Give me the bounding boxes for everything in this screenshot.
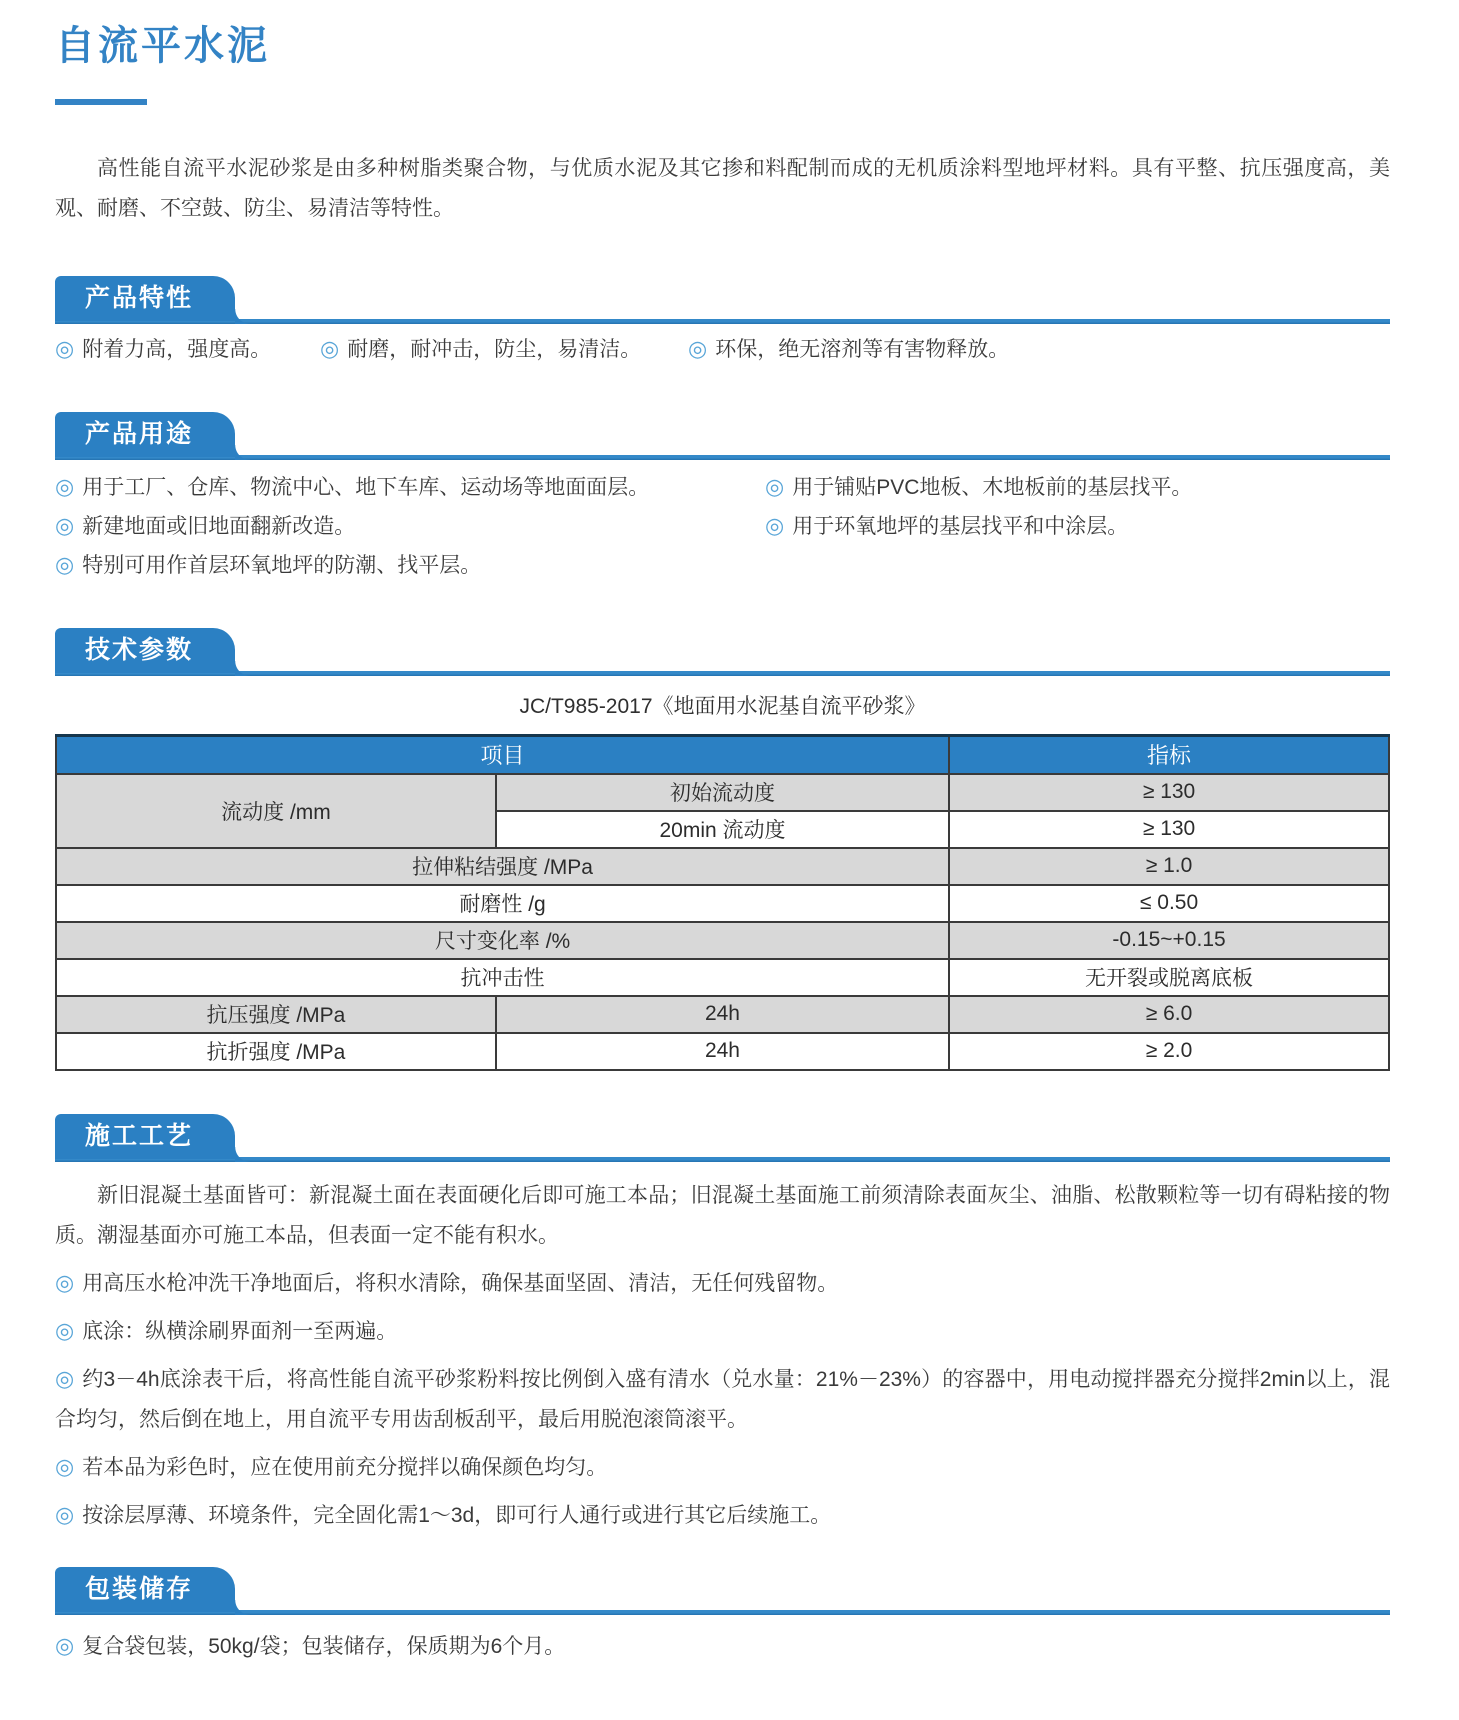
feature-text: 附着力高，强度高。 (82, 338, 272, 361)
bullet-icon: ◎ (320, 336, 340, 361)
table-cell: 初始流动度 (496, 774, 949, 811)
section-packaging-heading: 包装储存 (55, 1567, 235, 1612)
use-item (55, 513, 765, 539)
bullet-icon: ◎ (55, 1632, 75, 1658)
table-cell: 24h (496, 1033, 949, 1070)
process-item (55, 1359, 1390, 1440)
section-specs (55, 627, 1390, 1071)
process-list (55, 1263, 1390, 1536)
banner-rule (55, 671, 1390, 676)
process-text: 若本品为彩色时，应在使用前充分搅拌以确保颜色均匀。 (82, 1455, 608, 1479)
banner-rule (55, 455, 1390, 460)
table-cell: 无开裂或脱离底板 (949, 959, 1389, 996)
feature-item (320, 336, 688, 363)
use-text: 用于工厂、仓库、物流中心、地下车库、运动场等地面面层。 (82, 476, 650, 499)
intro-paragraph: 高性能自流平水泥砂浆是由多种树脂类聚合物，与优质水泥及其它掺和料配制而成的无机质涂料型地坪材料。具有平整、抗压强度高，美观、耐磨、不空鼓、防尘、易清洁等特性。 (55, 157, 1390, 220)
table-header-index: 指标 (949, 736, 1389, 774)
packaging-item (55, 1633, 1390, 1660)
section-features-heading: 产品特性 (55, 276, 235, 321)
table-header-item: 项目 (56, 736, 949, 774)
section-process-heading: 施工工艺 (55, 1114, 235, 1159)
use-text: 用于环氧地坪的基层找平和中涂层。 (792, 515, 1129, 538)
bullet-icon: ◎ (765, 474, 785, 499)
table-cell: 拉伸粘结强度 /MPa (56, 848, 949, 885)
section-specs-heading: 技术参数 (55, 628, 235, 673)
section-process-banner (55, 1113, 1390, 1162)
bullet-icon: ◎ (55, 1501, 75, 1527)
process-text: 约3－4h底涂表干后，将高性能自流平砂浆粉料按比例倒入盛有清水（兑水量：21%－23%）的容器中，用电动搅拌器充分搅拌2min以上，混合均匀，然后倒在地上，用自流平专用齿刮板刮平，最后用脱泡滚筒滚平。 (55, 1367, 1390, 1431)
table-cell: ≤ 0.50 (949, 885, 1389, 922)
banner-rule (55, 1610, 1390, 1615)
table-cell: 抗冲击性 (56, 959, 949, 996)
bullet-icon: ◎ (55, 513, 75, 538)
table-row (56, 922, 1389, 959)
bullet-icon: ◎ (688, 336, 708, 361)
process-item (55, 1311, 1390, 1352)
bullet-icon: ◎ (55, 552, 75, 577)
uses-columns (55, 474, 1390, 591)
bullet-icon: ◎ (55, 1317, 75, 1343)
use-text: 新建地面或旧地面翻新改造。 (82, 515, 356, 538)
bullet-icon: ◎ (765, 513, 785, 538)
table-cell: ≥ 1.0 (949, 848, 1389, 885)
table-row (56, 848, 1389, 885)
table-row (56, 959, 1389, 996)
section-features (55, 275, 1390, 363)
table-cell: 耐磨性 /g (56, 885, 949, 922)
process-item (55, 1263, 1390, 1304)
packaging-text: 复合袋包装，50kg/袋；包装储存，保质期为6个月。 (82, 1634, 566, 1658)
table-cell: -0.15~+0.15 (949, 922, 1389, 959)
section-features-banner (55, 275, 1390, 324)
use-item (765, 474, 1390, 500)
title-underline (55, 99, 147, 105)
process-text: 底涂：纵横涂刷界面剂一至两遍。 (82, 1319, 398, 1343)
spec-table (55, 734, 1390, 1071)
section-uses-banner (55, 411, 1390, 460)
table-row (56, 774, 1389, 811)
uses-right-column (765, 474, 1390, 591)
table-row (56, 885, 1389, 922)
features-list (55, 336, 1390, 363)
section-packaging (55, 1566, 1390, 1660)
section-uses (55, 411, 1390, 591)
table-cell: 24h (496, 996, 949, 1033)
table-cell: 20min 流动度 (496, 811, 949, 848)
process-item (55, 1495, 1390, 1536)
uses-left-column (55, 474, 765, 591)
bullet-icon: ◎ (55, 1365, 75, 1391)
section-process (55, 1113, 1390, 1536)
table-cell: 抗压强度 /MPa (56, 996, 496, 1033)
table-cell: 流动度 /mm (56, 774, 496, 848)
table-header-row (56, 736, 1389, 774)
process-text: 用高压水枪冲洗干净地面后，将积水清除，确保基面坚固、清洁，无任何残留物。 (82, 1271, 839, 1295)
feature-item (55, 336, 320, 363)
use-item (55, 552, 765, 578)
table-row (56, 1033, 1389, 1070)
banner-rule (55, 319, 1390, 324)
feature-text: 环保，绝无溶剂等有害物释放。 (715, 338, 1010, 361)
section-specs-banner (55, 627, 1390, 676)
table-cell: ≥ 2.0 (949, 1033, 1389, 1070)
bullet-icon: ◎ (55, 1269, 75, 1295)
bullet-icon: ◎ (55, 336, 75, 361)
process-intro-paragraph: 新旧混凝土基面皆可：新混凝土面在表面硬化后即可施工本品；旧混凝土基面施工前须清除表面灰尘、油脂、松散颗粒等一切有碍粘接的物质。潮湿基面亦可施工本品，但表面一定不能有积水。 (55, 1183, 1390, 1247)
table-cell: 尺寸变化率 /% (56, 922, 949, 959)
process-text: 按涂层厚薄、环境条件，完全固化需1～3d，即可行人通行或进行其它后续施工。 (82, 1503, 832, 1527)
table-row (56, 996, 1389, 1033)
packaging-list (55, 1633, 1390, 1660)
feature-text: 耐磨，耐冲击，防尘，易清洁。 (347, 338, 642, 361)
spec-standard-caption: JC/T985-2017《地面用水泥基自流平砂浆》 (519, 695, 926, 718)
use-text: 用于铺贴PVC地板、木地板前的基层找平。 (792, 476, 1193, 499)
use-text: 特别可用作首层环氧地坪的防潮、找平层。 (82, 554, 482, 577)
section-packaging-banner (55, 1566, 1390, 1615)
process-item (55, 1447, 1390, 1488)
table-cell: 抗折强度 /MPa (56, 1033, 496, 1070)
bullet-icon: ◎ (55, 1453, 75, 1479)
section-uses-heading: 产品用途 (55, 412, 235, 457)
use-item (765, 513, 1390, 539)
banner-rule (55, 1157, 1390, 1162)
feature-item (688, 336, 1009, 363)
page-title: 自流平水泥 (55, 24, 270, 68)
table-cell: ≥ 6.0 (949, 996, 1389, 1033)
table-cell: ≥ 130 (949, 774, 1389, 811)
use-item (55, 474, 765, 500)
bullet-icon: ◎ (55, 474, 75, 499)
table-cell: ≥ 130 (949, 811, 1389, 848)
